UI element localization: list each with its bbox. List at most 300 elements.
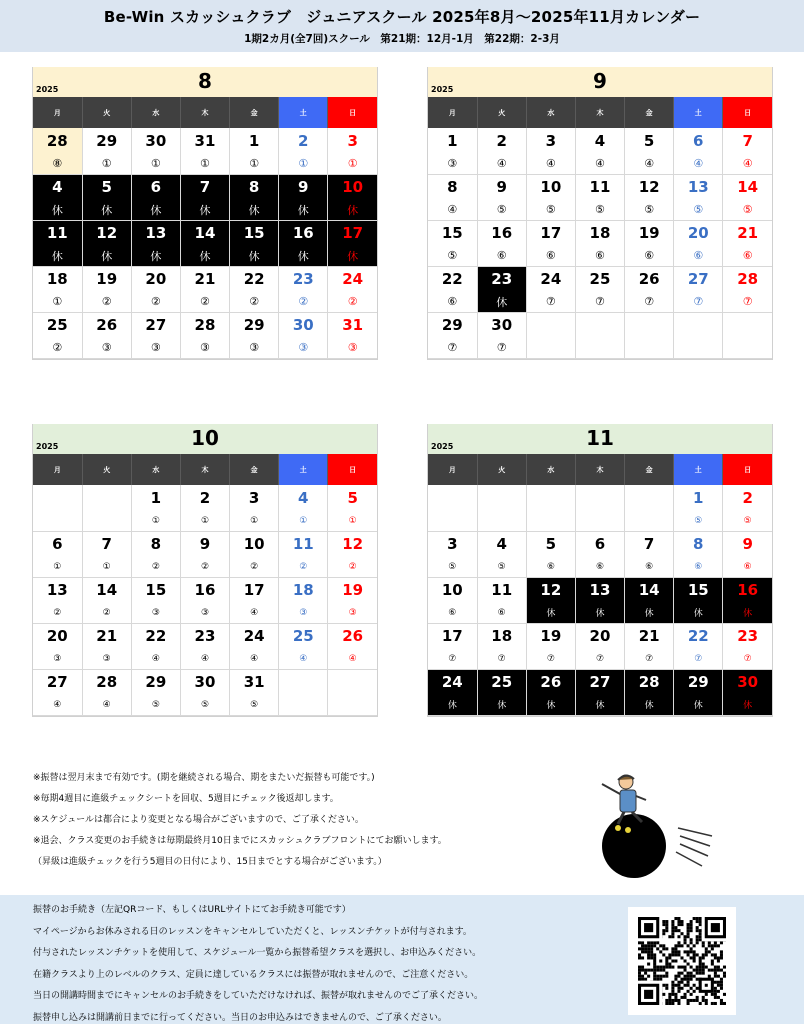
day-cell: 12 [342, 535, 364, 554]
day-cell: 29 [230, 312, 279, 338]
lesson-number-cell: ① [33, 292, 82, 312]
weekday-header: 木 [180, 97, 229, 128]
week-lesson-row [428, 246, 772, 266]
lesson-number-cell: 休 [428, 695, 477, 715]
lesson-number-cell [575, 511, 624, 531]
lesson-number-cell: ③ [428, 154, 477, 174]
lesson-number-cell: 休 [180, 246, 229, 266]
day-cell: 28 [33, 128, 82, 154]
weekday-header: 木 [180, 454, 229, 485]
day-cell: 3 [230, 485, 279, 511]
weekday-header-row [33, 454, 377, 485]
day-cell: 12 [625, 174, 674, 200]
lesson-number-cell: ⑤ [477, 200, 526, 220]
week-date-row [428, 669, 772, 695]
lesson-number-cell: ① [230, 154, 279, 174]
week-date-row [33, 485, 377, 511]
day-cell: 2 [180, 485, 229, 511]
lesson-number-cell [723, 338, 772, 358]
day-cell: 9 [279, 174, 328, 200]
day-cell [428, 485, 477, 511]
lesson-number-cell: ⑥ [526, 557, 575, 577]
lesson-number-cell: 休 [477, 695, 526, 715]
lesson-number-cell: 休 [625, 603, 674, 623]
lesson-number-cell: ④ [477, 154, 526, 174]
transfer-info-line: 当日の開講時間までにキャンセルのお手続きをしていただけなければ、振替が取れませんのでご了承ください。 [33, 991, 484, 1001]
day-cell: 29 [674, 669, 723, 695]
day-cell: 8 [674, 531, 723, 557]
lesson-number-cell: ⑦ [625, 292, 674, 312]
lesson-number-cell: 休 [723, 695, 772, 715]
lesson-number-cell: ② [131, 292, 180, 312]
day-cell: 7 [742, 132, 753, 150]
weekday-header: 金 [230, 454, 279, 485]
lesson-number-cell: ③ [328, 603, 377, 623]
week-date-row [428, 531, 772, 557]
lesson-number-cell: ① [131, 511, 180, 531]
lesson-number-cell: ⑥ [723, 557, 772, 577]
lesson-number-cell: ① [131, 154, 180, 174]
week-date-row [33, 531, 377, 557]
note-line: ※毎期4週目に進級チェックシートを回収、5週目にチェック後返却します。 [33, 794, 339, 804]
week-lesson-row [33, 246, 377, 266]
lesson-number-cell: ① [328, 511, 377, 531]
day-cell: 14 [180, 220, 229, 246]
day-cell: 17 [328, 220, 377, 246]
week-date-row [33, 623, 377, 649]
day-cell: 8 [230, 174, 279, 200]
weekday-header: 水 [131, 97, 180, 128]
lesson-number-cell [328, 695, 377, 715]
day-cell: 10 [328, 174, 377, 200]
day-cell: 15 [230, 220, 279, 246]
lesson-number-cell: ② [328, 292, 377, 312]
day-cell: 12 [82, 220, 131, 246]
lesson-number-cell: ① [180, 154, 229, 174]
day-cell: 9 [180, 531, 229, 557]
weekday-header: 水 [526, 454, 575, 485]
lesson-number-cell: ① [82, 154, 131, 174]
day-cell: 19 [526, 623, 575, 649]
week-lesson-row [33, 338, 377, 358]
lesson-number-cell: ① [279, 511, 328, 531]
week-lesson-row [33, 603, 377, 623]
weekday-header: 土 [674, 97, 723, 128]
day-cell: 1 [131, 485, 180, 511]
lesson-number-cell: ⑥ [625, 246, 674, 266]
calendar-november [427, 424, 773, 717]
day-cell: 20 [575, 623, 624, 649]
lesson-number-cell: 休 [180, 200, 229, 220]
day-cell: 24 [428, 669, 477, 695]
lesson-number-cell: ⑤ [428, 246, 477, 266]
day-cell: 14 [737, 178, 759, 197]
day-cell: 16 [180, 577, 229, 603]
day-cell: 27 [674, 266, 723, 292]
year-label: 2025 [36, 442, 59, 451]
lesson-number-cell: ④ [575, 154, 624, 174]
lesson-number-cell: ④ [230, 603, 279, 623]
day-cell: 27 [575, 669, 624, 695]
day-cell: 12 [526, 577, 575, 603]
lesson-number-cell [625, 338, 674, 358]
lesson-number-cell: ① [180, 511, 229, 531]
day-cell: 21 [82, 623, 131, 649]
lesson-number-cell: ⑤ [477, 557, 526, 577]
day-cell: 24 [342, 270, 364, 289]
lesson-number-cell: ⑤ [723, 511, 772, 531]
lesson-number-cell: 休 [328, 246, 377, 266]
lesson-number-cell: ⑦ [428, 338, 477, 358]
weekday-header: 日 [328, 97, 377, 128]
week-lesson-row [33, 511, 377, 531]
day-cell: 13 [575, 577, 624, 603]
lesson-number-cell: ① [33, 557, 82, 577]
lesson-number-cell: 休 [674, 603, 723, 623]
lesson-number-cell: ② [33, 603, 82, 623]
lesson-number-cell: ③ [180, 603, 229, 623]
lesson-number-cell: ⑦ [526, 292, 575, 312]
page-title: Be-Win スカッシュクラブ ジュニアスクール 2025年8月～2025年11月カレンダー [103, 8, 701, 26]
lesson-number-cell: ⑥ [625, 557, 674, 577]
day-cell: 18 [279, 577, 328, 603]
day-cell: 28 [82, 669, 131, 695]
note-line: （昇級は進級チェックを行う5週目の日付により、15日までとする場合がございます。） [33, 857, 387, 867]
lesson-number-cell: ⑦ [723, 292, 772, 312]
month-banner [428, 67, 772, 97]
day-cell: 11 [575, 174, 624, 200]
lesson-number-cell: ⑥ [674, 557, 723, 577]
day-cell: 27 [131, 312, 180, 338]
day-cell: 18 [477, 623, 526, 649]
lesson-number-cell: ⑤ [674, 200, 723, 220]
week-date-row [33, 669, 377, 695]
day-cell: 2 [279, 128, 328, 154]
day-cell: 20 [131, 266, 180, 292]
week-date-row [33, 174, 377, 200]
page-subtitle: 1期2カ月(全7回)スクール 第21期：12月-1月 第22期：2-3月 [244, 33, 560, 45]
lesson-number-cell: ① [82, 557, 131, 577]
lesson-number-cell: ④ [180, 649, 229, 669]
transfer-info-section [0, 895, 804, 1024]
month-label: 11 [586, 426, 614, 450]
transfer-info-line: 在籍クラスより上のレベルのクラス、定員に達しているクラスには振替が取れませんので、ご注意ください。 [33, 969, 474, 980]
day-cell: 30 [477, 312, 526, 338]
day-cell [526, 485, 575, 511]
lesson-number-cell: ⑤ [526, 200, 575, 220]
lesson-number-cell: ⑦ [526, 649, 575, 669]
lesson-number-cell: ④ [82, 695, 131, 715]
lesson-number-cell: 休 [674, 695, 723, 715]
lesson-number-cell: ⑥ [428, 603, 477, 623]
day-cell [723, 312, 772, 338]
day-cell: 7 [625, 531, 674, 557]
day-cell: 26 [526, 669, 575, 695]
day-cell: 18 [33, 266, 82, 292]
lesson-number-cell: ⑥ [477, 603, 526, 623]
lesson-number-cell [428, 511, 477, 531]
month-banner [33, 424, 377, 454]
lesson-number-cell: 休 [328, 200, 377, 220]
lesson-number-cell: 休 [33, 246, 82, 266]
lesson-number-cell: ⑦ [428, 649, 477, 669]
week-lesson-row [33, 695, 377, 715]
lesson-number-cell: 休 [33, 200, 82, 220]
month-banner [428, 424, 772, 454]
lesson-number-cell: ② [180, 557, 229, 577]
day-cell [575, 312, 624, 338]
lesson-number-cell: ④ [328, 649, 377, 669]
day-cell: 19 [342, 581, 364, 600]
day-cell: 22 [428, 266, 477, 292]
day-cell: 5 [625, 128, 674, 154]
day-cell: 16 [477, 220, 526, 246]
day-cell: 29 [131, 669, 180, 695]
day-cell: 26 [82, 312, 131, 338]
day-cell: 30 [131, 128, 180, 154]
lesson-number-cell: ③ [279, 338, 328, 358]
lesson-number-cell: 休 [82, 200, 131, 220]
qr-code-icon [638, 917, 726, 1005]
day-cell: 1 [230, 128, 279, 154]
transfer-info-line: マイページからお休みされる日のレッスンをキャンセルしていただくと、レッスンチケットが付与されます。 [33, 926, 472, 937]
month-label: 10 [191, 426, 219, 450]
week-lesson-row [33, 154, 377, 174]
lesson-number-cell: ⑥ [674, 246, 723, 266]
week-lesson-row [33, 557, 377, 577]
lesson-number-cell: ④ [625, 154, 674, 174]
day-cell: 16 [279, 220, 328, 246]
weekday-header: 火 [82, 97, 131, 128]
transfer-info-line: 振替申し込みは開講前日までに行ってください。当日のお申込みはできませんので、ご了承ください。 [33, 1012, 447, 1023]
week-lesson-row [33, 649, 377, 669]
lesson-number-cell: 休 [131, 200, 180, 220]
lesson-number-cell: 休 [279, 246, 328, 266]
lesson-number-cell: ② [279, 557, 328, 577]
lesson-number-cell: ③ [131, 603, 180, 623]
lesson-number-cell: 休 [82, 246, 131, 266]
lesson-number-cell: ⑦ [477, 338, 526, 358]
day-cell: 11 [33, 220, 82, 246]
lesson-number-cell: ③ [328, 338, 377, 358]
weekday-header: 月 [33, 97, 82, 128]
week-date-row [428, 577, 772, 603]
day-cell [328, 669, 377, 695]
day-cell: 25 [477, 669, 526, 695]
lesson-number-cell: ⑤ [575, 200, 624, 220]
day-cell: 5 [82, 174, 131, 200]
week-date-row [33, 128, 377, 154]
lesson-number-cell: ⑤ [674, 511, 723, 531]
year-label: 2025 [431, 85, 454, 94]
lesson-number-cell [279, 695, 328, 715]
lesson-number-cell: ⑥ [575, 246, 624, 266]
weekday-header-row [428, 97, 772, 128]
week-lesson-row [428, 603, 772, 623]
day-cell: 6 [131, 174, 180, 200]
lesson-number-cell: ④ [33, 695, 82, 715]
lesson-number-cell: ④ [428, 200, 477, 220]
day-cell: 20 [674, 220, 723, 246]
lesson-number-cell: ⑦ [625, 649, 674, 669]
day-cell [279, 669, 328, 695]
day-cell: 4 [575, 128, 624, 154]
week-lesson-row [428, 200, 772, 220]
lesson-number-cell [526, 511, 575, 531]
lesson-number-cell: ⑥ [723, 246, 772, 266]
day-cell: 6 [33, 531, 82, 557]
note-line: ※退会、クラス変更のお手続きは毎期最終月10日までにスカッシュクラブフロントにてお願いします。 [33, 836, 447, 846]
weekday-header: 木 [575, 454, 624, 485]
calendar-grid [428, 454, 772, 716]
day-cell: 4 [279, 485, 328, 511]
lesson-number-cell: 休 [526, 695, 575, 715]
lesson-number-cell: ① [279, 154, 328, 174]
lesson-number-cell: ⑦ [723, 649, 772, 669]
day-cell: 22 [230, 266, 279, 292]
day-cell [82, 485, 131, 511]
day-cell: 22 [674, 623, 723, 649]
day-cell: 1 [428, 128, 477, 154]
lesson-number-cell: ⑤ [428, 557, 477, 577]
transfer-info-line: 振替のお手続き（左記QRコード、もしくはURLサイトにてお手続き可能です） [33, 905, 351, 915]
day-cell: 3 [347, 132, 358, 150]
lesson-number-cell: ⑦ [674, 292, 723, 312]
lesson-number-cell: 休 [131, 246, 180, 266]
weekday-header: 火 [477, 454, 526, 485]
week-date-row [428, 312, 772, 338]
transfer-info-line: 付与されたレッスンチケットを使用して、スケジュール一覧から振替希望クラスを選択し、お申込みください。 [33, 948, 482, 958]
day-cell: 28 [625, 669, 674, 695]
day-cell: 13 [33, 577, 82, 603]
year-label: 2025 [36, 85, 59, 94]
day-cell [33, 485, 82, 511]
lesson-number-cell: ④ [230, 649, 279, 669]
day-cell: 17 [230, 577, 279, 603]
lesson-number-cell [82, 511, 131, 531]
day-cell: 31 [342, 316, 364, 335]
lesson-number-cell: ② [230, 292, 279, 312]
lesson-number-cell: ③ [33, 649, 82, 669]
lesson-number-cell: ③ [131, 338, 180, 358]
day-cell: 8 [131, 531, 180, 557]
day-cell: 31 [180, 128, 229, 154]
lesson-number-cell: ⑥ [526, 246, 575, 266]
week-date-row [428, 623, 772, 649]
note-line: ※スケジュールは都合により変更となる場合がございますので、ご了承ください。 [33, 815, 364, 825]
lesson-number-cell: ④ [279, 649, 328, 669]
weekday-header: 木 [575, 97, 624, 128]
day-cell: 10 [428, 577, 477, 603]
day-cell: 6 [575, 531, 624, 557]
month-banner [33, 67, 377, 97]
lesson-number-cell: ④ [674, 154, 723, 174]
weekday-header: 金 [625, 454, 674, 485]
lesson-number-cell [477, 511, 526, 531]
day-cell: 30 [279, 312, 328, 338]
day-cell: 22 [131, 623, 180, 649]
calendar-august [32, 67, 378, 360]
lesson-number-cell: ④ [131, 649, 180, 669]
lesson-number-cell: 休 [575, 695, 624, 715]
weekday-header-row [428, 454, 772, 485]
week-date-row [33, 266, 377, 292]
lesson-number-cell [674, 338, 723, 358]
day-cell: 29 [428, 312, 477, 338]
calendar-october [32, 424, 378, 717]
weekday-header: 火 [82, 454, 131, 485]
day-cell: 11 [477, 577, 526, 603]
day-cell: 30 [723, 669, 772, 695]
day-cell [674, 312, 723, 338]
lesson-number-cell: ⑤ [625, 200, 674, 220]
weekday-header-row [33, 97, 377, 128]
lesson-number-cell: 休 [723, 603, 772, 623]
week-date-row [428, 266, 772, 292]
weekday-header: 金 [625, 97, 674, 128]
weekday-header: 水 [131, 454, 180, 485]
weekday-header: 土 [279, 97, 328, 128]
day-cell: 29 [82, 128, 131, 154]
lesson-number-cell: ③ [230, 338, 279, 358]
week-date-row [428, 128, 772, 154]
lesson-number-cell: 休 [575, 603, 624, 623]
day-cell: 13 [674, 174, 723, 200]
lesson-number-cell: ⑥ [575, 557, 624, 577]
lesson-number-cell [625, 511, 674, 531]
day-cell [526, 312, 575, 338]
day-cell: 20 [33, 623, 82, 649]
day-cell: 13 [131, 220, 180, 246]
year-label: 2025 [431, 442, 454, 451]
weekday-header: 日 [723, 454, 772, 485]
day-cell: 8 [428, 174, 477, 200]
lesson-number-cell: ② [230, 557, 279, 577]
day-cell: 14 [82, 577, 131, 603]
lesson-number-cell: ② [279, 292, 328, 312]
day-cell: 16 [723, 577, 772, 603]
day-cell: 15 [131, 577, 180, 603]
day-cell: 5 [347, 489, 358, 507]
day-cell: 25 [279, 623, 328, 649]
lesson-number-cell: ⑧ [33, 154, 82, 174]
note-line: ※振替は翌月末まで有効です。(期を継続される場合、期をまたいだ振替も可能です。) [33, 773, 375, 783]
squash-mascot-illustration [592, 770, 722, 880]
day-cell: 25 [575, 266, 624, 292]
day-cell [625, 312, 674, 338]
lesson-number-cell: ④ [526, 154, 575, 174]
lesson-number-cell: 休 [625, 695, 674, 715]
lesson-number-cell: ③ [82, 649, 131, 669]
lesson-number-cell: ② [33, 338, 82, 358]
day-cell: 30 [180, 669, 229, 695]
notes-section [33, 768, 553, 873]
lesson-number-cell [33, 511, 82, 531]
lesson-number-cell: ③ [180, 338, 229, 358]
day-cell: 14 [625, 577, 674, 603]
lesson-number-cell: ② [82, 603, 131, 623]
day-cell: 17 [428, 623, 477, 649]
week-lesson-row [428, 292, 772, 312]
lesson-number-cell: ② [82, 292, 131, 312]
weekday-header: 火 [477, 97, 526, 128]
day-cell: 4 [33, 174, 82, 200]
lesson-number-cell [526, 338, 575, 358]
month-label: 9 [593, 69, 607, 93]
weekday-header: 日 [723, 97, 772, 128]
day-cell: 2 [477, 128, 526, 154]
qr-code[interactable] [628, 907, 736, 1015]
